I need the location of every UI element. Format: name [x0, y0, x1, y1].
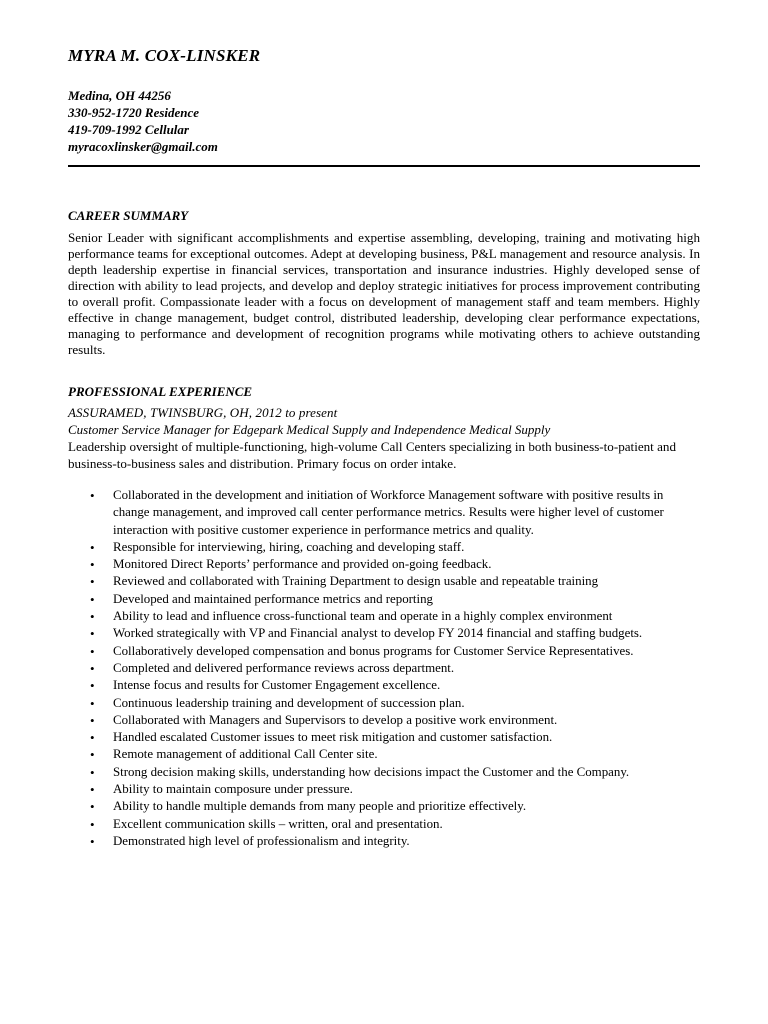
bullet-icon: • — [90, 799, 95, 815]
bullet-icon: • — [90, 712, 95, 728]
list-item-text: Ability to handle multiple demands from many people and prioritize effectively. — [113, 799, 527, 814]
bullet-icon: • — [90, 488, 95, 503]
list-item-text: Ability to maintain composure under pressure. — [113, 782, 353, 797]
contact-residence-phone: 330-952-1720 Residence — [68, 105, 200, 120]
professional-experience-heading: PROFESSIONAL EXPERIENCE — [68, 384, 253, 399]
list-item — [90, 591, 702, 608]
bullet-icon: • — [90, 730, 95, 746]
list-item — [90, 556, 702, 573]
bullet-icon: • — [90, 695, 95, 711]
list-item-text: Developed and maintained performance metrics and reporting — [113, 591, 433, 606]
contact-address: Medina, OH 44256 — [68, 88, 171, 103]
career-summary-heading: CAREER SUMMARY — [68, 208, 189, 223]
bullet-icon: • — [90, 833, 95, 849]
bullet-icon: • — [90, 557, 95, 573]
list-item-text: Worked strategically with VP and Financial analyst to develop FY 2014 financial and staffing budgets. — [113, 626, 643, 641]
list-item — [90, 608, 702, 625]
list-item-text: Continuous leadership training and development of succession plan. — [113, 695, 465, 710]
list-item-text: Remote management of additional Call Center site. — [113, 747, 378, 762]
list-item — [90, 764, 702, 781]
contact-block — [68, 87, 468, 155]
list-item-text: Intense focus and results for Customer Engagement excellence. — [113, 678, 441, 693]
list-item-text: Responsible for interviewing, hiring, coaching and developing staff. — [113, 539, 465, 554]
list-item-text: Excellent communication skills – written, oral and presentation. — [113, 816, 443, 831]
bullet-icon: • — [90, 574, 95, 590]
bullet-icon: • — [90, 626, 95, 642]
list-item-text: Collaboratively developed compensation and bonus programs for Customer Service Representatives. — [113, 643, 634, 658]
list-item — [90, 625, 702, 642]
list-item-text: Monitored Direct Reports’ performance and provided on-going feedback. — [113, 557, 492, 572]
list-item-text: Completed and delivered performance reviews across department. — [113, 660, 455, 675]
job-employer: ASSURAMED, TWINSBURG, OH, 2012 to present — [68, 405, 338, 420]
bullet-icon: • — [90, 816, 95, 832]
list-item-text: Collaborated with Managers and Supervisors to develop a positive work environment. — [113, 712, 558, 727]
bullet-icon: • — [90, 747, 95, 763]
list-item — [90, 695, 702, 712]
responsibilities-list — [90, 487, 702, 850]
list-item — [90, 573, 702, 590]
list-item — [90, 781, 702, 798]
bullet-icon: • — [90, 764, 95, 780]
list-item — [90, 660, 702, 677]
list-item — [90, 643, 702, 660]
list-item — [90, 729, 702, 746]
bullet-icon: • — [90, 678, 95, 694]
list-item-text: Ability to lead and influence cross-functional team and operate in a highly complex environment — [113, 609, 613, 624]
list-item — [90, 798, 702, 815]
list-item — [90, 539, 702, 556]
list-item-text: Demonstrated high level of professionalism and integrity. — [113, 833, 410, 848]
job-description: Leadership oversight of multiple-functioning, high-volume Call Centers specializing in both business-to-patient and business-to-business sales and distribution. Primary focus on order intake. — [68, 439, 677, 471]
bullet-icon: • — [90, 609, 95, 625]
list-item-text: Collaborated in the development and initiation of Workforce Management software with positive results in change management, and improved call center performance metrics. Results were higher level of customer interaction with positive customer experience in performance metrics and quality. — [113, 488, 664, 537]
bullet-icon: • — [90, 660, 95, 676]
career-summary-text: Senior Leader with significant accomplishments and expertise assembling, developing, training and motivating high performance teams for exceptional outcomes. Adept at developing business, P&L management and resource analysis. In depth leadership expertise in financial services, transportation and insurance industries. Highly developed sense of direction with ability to lead projects, and develop and deploy strategic initiatives for process improvement contributing to overall profit. Compassionate leader with a focus on development of management staff and team members. Highly effective in change management, budget control, distributed leadership, developing clear performance expectations, managing to performance and development of recognition programs while motivating others to achieve outstanding results. — [68, 230, 700, 357]
header-divider — [68, 165, 700, 167]
list-item-text: Handled escalated Customer issues to meet risk mitigation and customer satisfaction. — [113, 730, 553, 745]
list-item — [90, 677, 702, 694]
job-entry — [68, 404, 700, 472]
list-item — [90, 816, 702, 833]
list-item-text: Strong decision making skills, understanding how decisions impact the Customer and the Company. — [113, 764, 630, 779]
candidate-name: MYRA M. COX-LINSKER — [68, 46, 261, 65]
contact-cell-phone: 419-709-1992 Cellular — [68, 122, 189, 137]
bullet-icon: • — [90, 539, 95, 555]
bullet-icon: • — [90, 591, 95, 607]
bullet-icon: • — [90, 782, 95, 798]
list-item — [90, 833, 702, 850]
contact-email: myracoxlinsker@gmail.com — [68, 139, 218, 154]
list-item-text: Reviewed and collaborated with Training Department to design usable and repeatable training — [113, 574, 599, 589]
list-item — [90, 746, 702, 763]
list-item — [90, 487, 702, 539]
job-title: Customer Service Manager for Edgepark Medical Supply and Independence Medical Supply — [68, 422, 551, 437]
list-item — [90, 712, 702, 729]
bullet-icon: • — [90, 643, 95, 659]
